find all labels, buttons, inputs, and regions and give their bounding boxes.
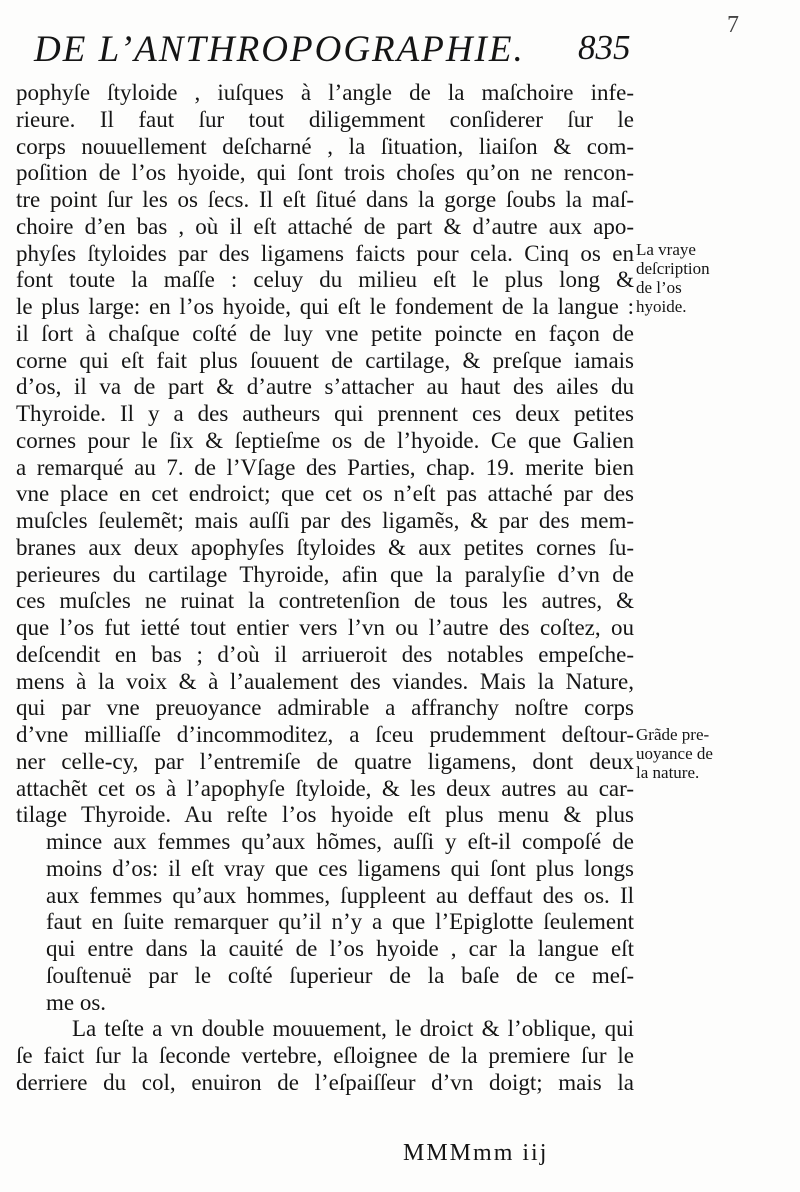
text-line: mens à la voix & à l’aualement des viandes. Mais la Nature, bbox=[16, 668, 634, 694]
text-line: vne place en cet endroict; que cet os n’eſt pas attaché par des bbox=[16, 481, 634, 507]
text-line: deſcendit en bas ; d’où il arriueroit des notables empeſche- bbox=[16, 641, 634, 667]
text-line: le plus large: en l’os hyoide, qui eſt le fondement de la langue : bbox=[16, 294, 634, 319]
text-line: La teſte a vn double mouuement, le droict & l’oblique, qui bbox=[72, 1016, 634, 1042]
text-line: attachẽt cet os à l’apophyſe ſtyloide, & les deux autres au car- bbox=[16, 775, 634, 801]
corner-mark: 7 bbox=[727, 12, 739, 38]
text-line: il ſort à chaſque coſté de luy vne petite poincte en façon de bbox=[16, 320, 634, 346]
text-line: font toute la maſſe : celuy du milieu eſt le plus long & bbox=[16, 267, 634, 293]
text-line: faut en ſuite remarquer qu’il n’y a que l’Epiglotte ſeulement bbox=[46, 909, 634, 935]
margin-note-line: Grãde pre- bbox=[636, 725, 710, 744]
text-line: a remarqué au 7. de l’Vſage des Parties, chap. 19. merite bien bbox=[16, 454, 634, 480]
margin-note-line: de l’os bbox=[636, 278, 682, 297]
text-line: pophyſe ſtyloide , iuſques à l’angle de la maſchoire infe- bbox=[16, 80, 634, 105]
text-line: aux femmes qu’aux hommes, ſuppleent au deffaut des os. Il bbox=[46, 882, 634, 908]
text-line: me os. bbox=[46, 989, 107, 1015]
text-line: d’vne milliaſſe d’incommoditez, a ſceu prudemment deſtour- bbox=[16, 722, 634, 747]
text-line: phyſes ſtyloides par des ligamens faicts pour cela. Cinq os en bbox=[16, 240, 634, 266]
running-head: DE L’ANTHROPOGRAPHIE. bbox=[34, 29, 525, 70]
page-number: 835 bbox=[578, 28, 631, 67]
text-line: mince aux femmes qu’aux hõmes, auſſi y eſt-il compoſé de bbox=[46, 829, 634, 854]
text-line: ces muſcles ne ruinat la contretenſion de tous les autres, & bbox=[16, 588, 634, 614]
text-line: poſition de l’os hyoide, qui ſont trois choſes qu’on ne rencon- bbox=[16, 160, 634, 186]
text-line: ſe faict ſur la ſeconde vertebre, eſloignee de la premiere ſur le bbox=[16, 1043, 634, 1068]
text-line: tilage Thyroide. Au reſte l’os hyoide eſt plus menu & plus bbox=[16, 802, 634, 828]
text-line: corps nouuellement deſcharné , la ſituation, liaiſon & com- bbox=[16, 133, 634, 159]
text-line: Thyroide. Il y a des autheurs qui prennent ces deux petites bbox=[16, 401, 634, 426]
text-line: perieures du cartilage Thyroide, afin que la paralyſie d’vn de bbox=[16, 561, 634, 587]
text-line: cornes pour le ſix & ſeptieſme os de l’hyoide. Ce que Galien bbox=[16, 427, 634, 453]
margin-note-line: la nature. bbox=[636, 763, 700, 782]
margin-note-hyoid-description bbox=[636, 240, 756, 316]
margin-note-line: deſcription bbox=[636, 259, 710, 278]
margin-note-providence bbox=[636, 725, 756, 782]
page-header bbox=[30, 28, 630, 78]
text-line: muſcles ſeulemẽt; mais auſſi par des ligamẽs, & par des mem- bbox=[16, 508, 634, 533]
text-line: que l’os fut ietté tout entier vers l’vn ou l’autre des coſtez, ou bbox=[16, 615, 634, 640]
text-line: derriere du col, enuiron de l’eſpaiſſeur d’vn doigt; mais la bbox=[16, 1069, 634, 1095]
text-line: rieure. Il faut ſur tout diligemment conſiderer ſur le bbox=[16, 106, 634, 132]
margin-note-line: uoyance de bbox=[636, 744, 713, 763]
signature-mark: MMMmm iij bbox=[403, 1140, 549, 1166]
text-line: ner celle-cy, par l’entremiſe de quatre ligamens, dont deux bbox=[16, 748, 634, 774]
text-line: qui entre dans la cauité de l’os hyoide , car la langue eſt bbox=[46, 936, 634, 961]
text-line: ſouſtenuë par le coſté ſuperieur de la baſe de ce meſ- bbox=[46, 962, 634, 988]
margin-note-line: La vraye bbox=[636, 240, 696, 259]
body-text bbox=[16, 80, 634, 1097]
text-line: qui par vne preuoyance admirable a affranchy noſtre corps bbox=[16, 695, 634, 721]
text-line: d’os, il va de part & d’autre s’attacher au haut des ailes du bbox=[16, 374, 634, 400]
text-line: tre point ſur les os ſecs. Il eſt ſitué dans la gorge ſoubs la maſ- bbox=[16, 187, 634, 212]
margin-note-line: hyoide. bbox=[636, 297, 687, 316]
text-line: branes aux deux apophyſes ſtyloides & aux petites cornes ſu- bbox=[16, 534, 634, 560]
text-line: choire d’en bas , où il eſt attaché de part & d’autre aux apo- bbox=[16, 213, 634, 239]
text-line: moins d’os: il eſt vray que ces ligamens qui ſont plus longs bbox=[46, 855, 634, 881]
text-line: corne qui eſt fait plus ſouuent de cartilage, & preſque iamais bbox=[16, 347, 634, 373]
